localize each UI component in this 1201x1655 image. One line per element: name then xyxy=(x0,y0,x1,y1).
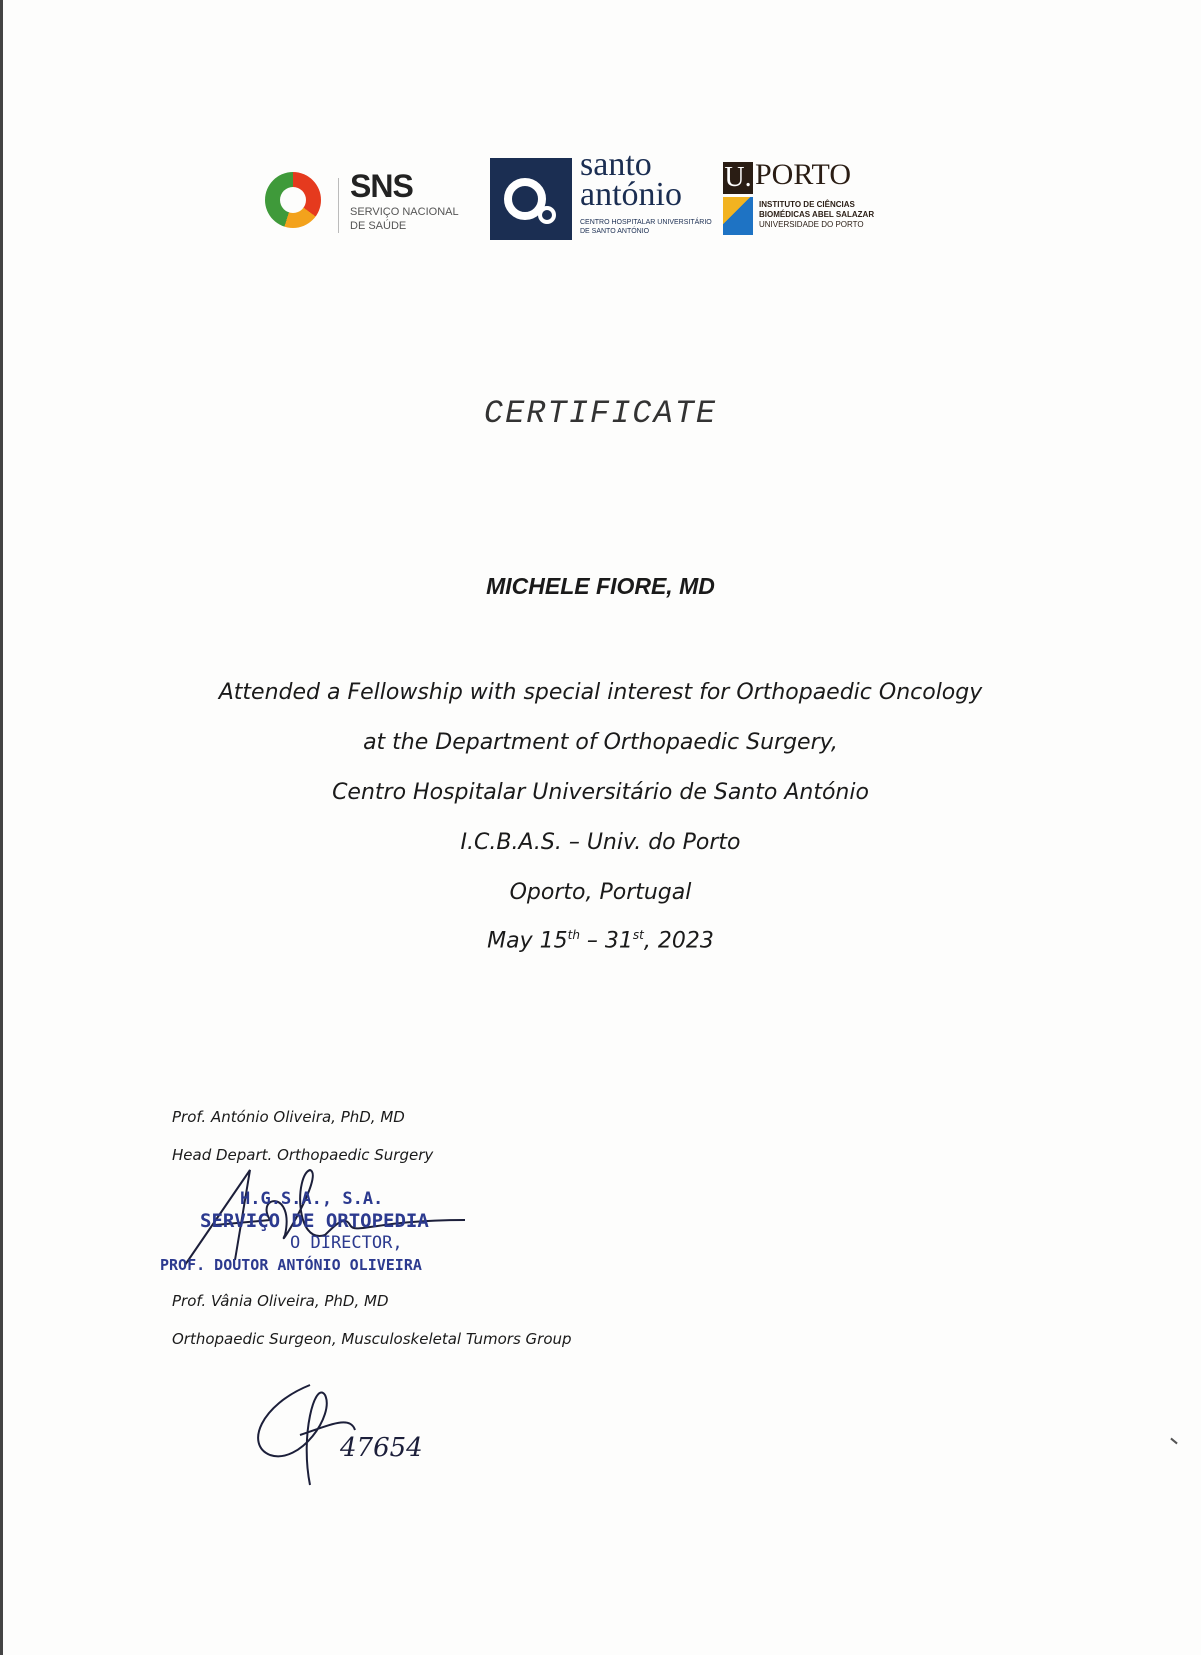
department-stamp: H.G.S.A., S.A. SERVIÇO DE ORTOPEDIA O DIRECTOR, PROF. DOUTOR ANTÓNIO OLIVEIRA xyxy=(160,1189,429,1274)
scan-mark xyxy=(1170,1438,1177,1445)
signatory-1-role: Head Depart. Orthopaedic Surgery xyxy=(172,1146,434,1164)
body-line-4: I.C.B.A.S. – Univ. do Porto xyxy=(460,830,741,855)
santo-antonio-logo-subtitle: CENTRO HOSPITALAR UNIVERSITÁRIO DE SANTO ANTÓNIO xyxy=(580,219,712,235)
body-line-2: at the Department of Orthopaedic Surgery, xyxy=(363,730,838,755)
signature-number: 47654 xyxy=(340,1433,423,1463)
uporto-logo-name: PORTO xyxy=(755,158,852,191)
header-logos xyxy=(265,146,945,240)
page-edge xyxy=(0,0,3,1655)
sns-logo-subtitle: SERVIÇO NACIONAL DE SAÚDE xyxy=(350,206,459,232)
icbas-logo-icon xyxy=(723,197,753,235)
santo-antonio-logo-icon xyxy=(490,158,572,240)
sns-logo-title: SNS xyxy=(350,168,413,204)
body-line-3: Centro Hospitalar Universitário de Santo António xyxy=(332,780,869,805)
body-line-5: Oporto, Portugal xyxy=(509,880,692,905)
date-line: May 15th – 31st, 2023 xyxy=(487,928,714,954)
santo-antonio-logo-name: santo antónio xyxy=(580,146,682,213)
certificate-title: CERTIFICATE xyxy=(483,395,718,432)
body-line-1: Attended a Fellowship with special interest for Orthopaedic Oncology xyxy=(218,680,983,705)
uporto-logo-subtitle: INSTITUTO DE CIÊNCIAS BIOMÉDICAS ABEL SALAZAR UNIVERSIDADE DO PORTO xyxy=(759,200,875,229)
sns-logo-icon xyxy=(265,172,321,228)
signatory-1-name: Prof. António Oliveira, PhD, MD xyxy=(172,1108,405,1126)
signatory-2-name: Prof. Vânia Oliveira, PhD, MD xyxy=(172,1292,389,1310)
uporto-logo-letter: U. xyxy=(724,162,752,193)
recipient-name: MICHELE FIORE, MD xyxy=(486,573,715,599)
signatory-2-role: Orthopaedic Surgeon, Musculoskeletal Tumors Group xyxy=(172,1330,572,1348)
divider xyxy=(338,178,339,233)
